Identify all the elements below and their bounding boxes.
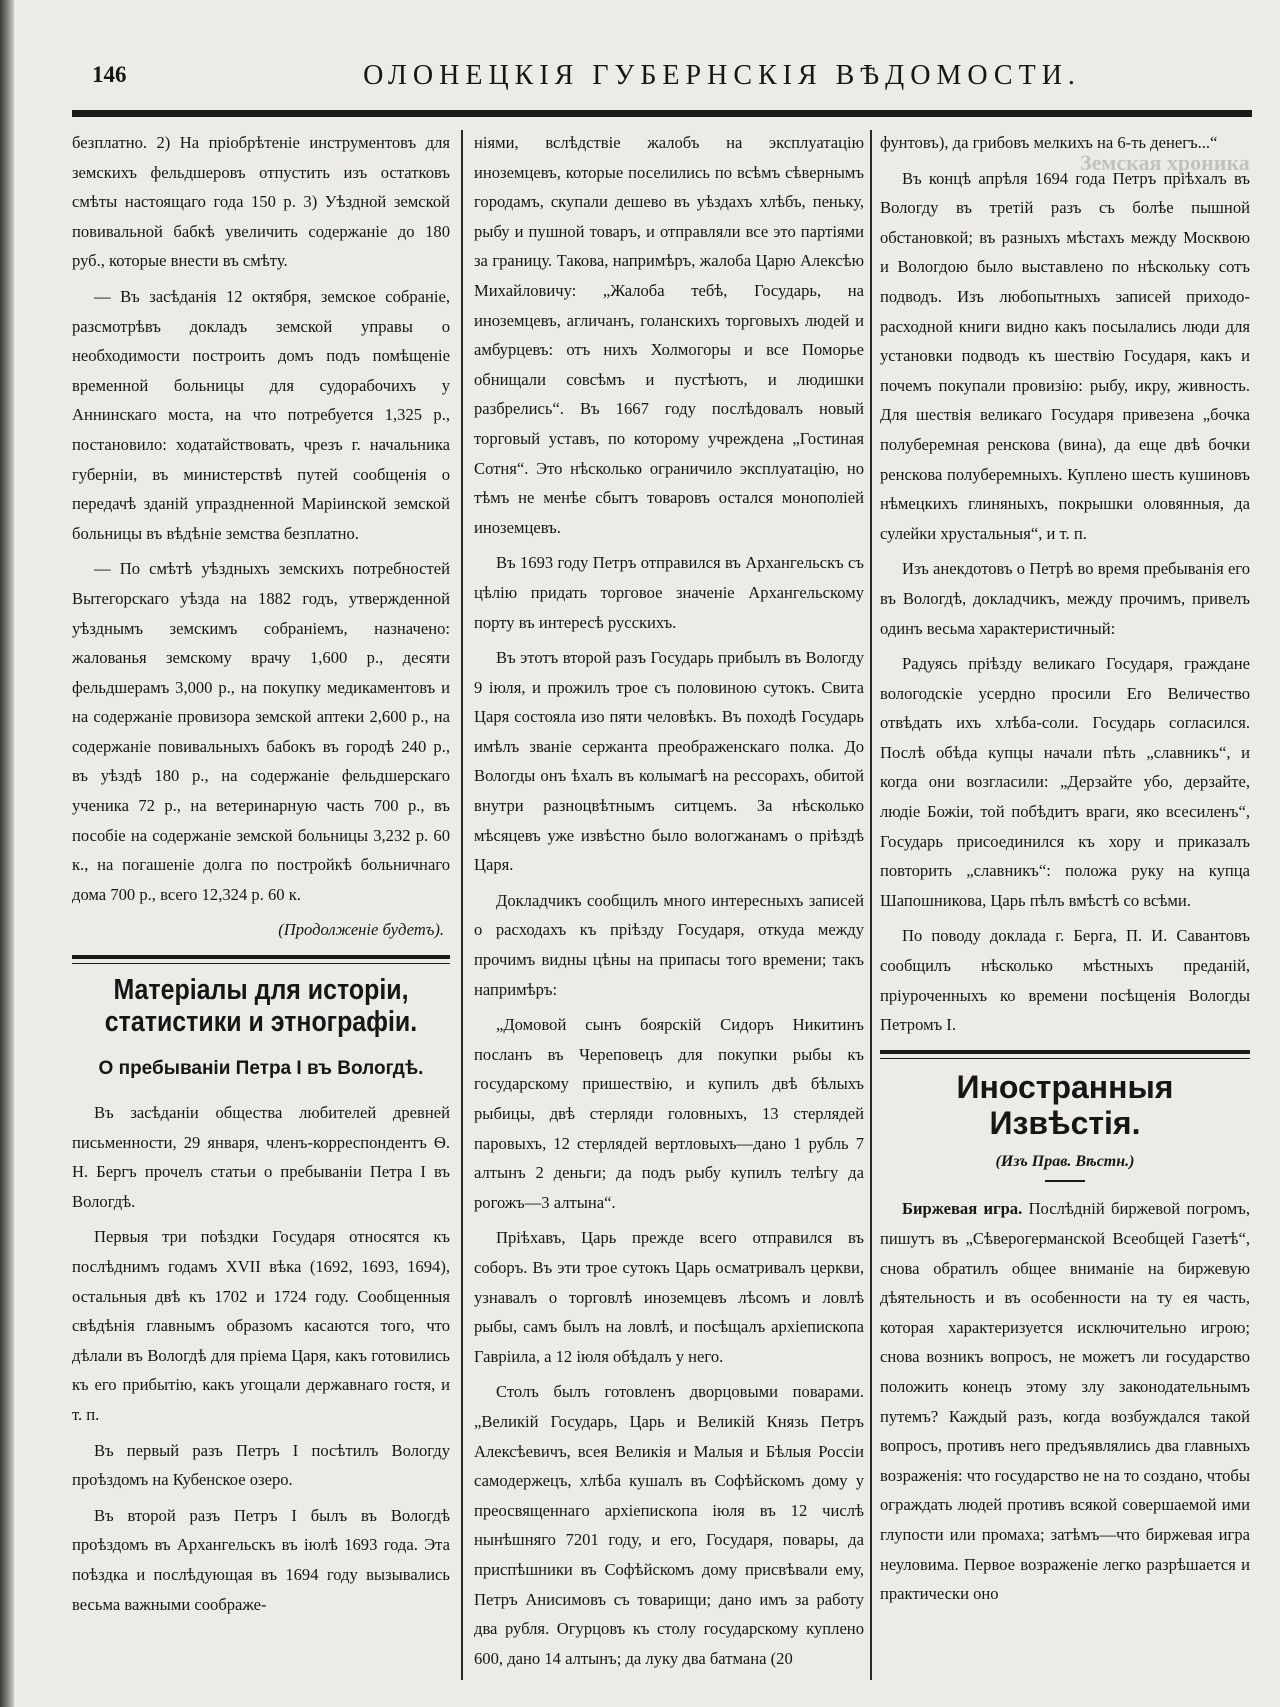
paragraph: Первыя три поѣздки Государя относятся къ послѣднимъ годамъ XVII вѣка (1692, 1693, 1694), остальныя двѣ къ 1702 и 1724 году. Сообщенныя свѣдѣнія главнымъ образомъ касаются того, что дѣлали въ Вологдѣ для пріема Царя, какъ готовились къ его прибытію, какъ угощали державнаго гостя, и т. п. [72,1227,450,1424]
page-header [92,58,1252,98]
column-divider-2 [870,130,872,1680]
page-number: 146 [92,62,127,87]
column-2 [474,128,864,1688]
section-rule [880,1050,1250,1054]
paragraph: Въ этотъ второй разъ Государь прибылъ въ Вологду 9 іюля, и прожилъ трое съ половиною сутокъ. Свита Царя состояла изо пяти человѣкъ. Въ походѣ Государь имѣлъ званіе сержанта преображенскаго полка. До Вологды онъ ѣхалъ въ колымагѣ на рессорахъ, обитой внутри разноцвѣтнымъ ситцемъ. За нѣсколько мѣсяцевъ уже извѣстно было вологжанамъ о пріѣздѣ Царя. [474,648,864,875]
paragraph: Въ 1693 году Петръ отправился въ Архангельскъ съ цѣлію придать торговое значеніе Архангельскому порту въ интересѣ русскихъ. [474,553,864,632]
paragraph: Изъ анекдотовъ о Петрѣ во время пребыванія его въ Вологдѣ, докладчикъ, между прочимъ, привелъ одинъ весьма характеристичный: [880,559,1250,638]
paragraph: фунтовъ), да грибовъ мелкихъ на 6-ть денегъ...“ [880,133,1218,152]
newspaper-masthead: ОЛОНЕЦКІЯ ГУБЕРНСКІЯ ВѢДОМОСТИ. [363,60,1081,91]
paragraph: Въ концѣ апрѣля 1694 года Петръ пріѣхалъ въ Вологду въ третій разъ съ болѣе пышной обстановкой; въ разныхъ мѣстахъ между Москвою и Вологдою было выставлено по нѣскольку сотъ подводъ. Изъ любопытныхъ записей приходо-расходной книги видно какъ посылались люди для установки подводъ къ шествію Государя, какъ и почемъ покупали провизію: рыбу, икру, живность. Для шествія великаго Государя привезена „бочка полуберемная ренскова (вина), да еще двѣ бочки ренскова полуберемныхъ. Куплено шесть кушиновъ нѣмецкихъ глиняныхъ, покрышки оловянныя, да сулейки хрустальныя“, и т. п. [880,168,1250,543]
section-title: Матеріалы для исторіи, статистики и этнографіи. [104,974,418,1039]
column-divider-1 [461,130,463,1680]
section-rule-thin [880,1058,1250,1059]
section-rule [72,955,450,959]
paragraph: Столъ былъ готовленъ дворцовыми поварами. „Великій Государь, Царь и Великій Князь Петръ Алексѣевичъ, всея Великія и Малыя и Бѣлыя Россіи самодержецъ, хлѣба кушалъ въ Софѣйскомъ дому у преосвященнаго архіепископа іюля въ 12 числѣ нынѣшняго 7201 году, и его, Государя, повары, да приспѣшники въ Софѣйскомъ дому присвѣвали ему, Петръ Анисимовъ съ товарищи; дано имъ за работу два рубля. Огурцовъ къ столу государскому куплено 600, дано 14 алтынъ; да луку два батмана (20 [474,1382,864,1668]
quoted-record: „Домовой сынъ боярскій Сидоръ Никитинъ посланъ въ Череповецъ для покупки рыбы къ государскому пришествію, и купилъ двѣ бѣлыхъ рыбицы, двѣ стерляди головныхъ, 13 стерлядей паровыхъ, 12 стерлядей вертловыхъ—дано 1 рубль 7 алтынъ 2 деньги; да подъ рыбу купилъ телѣгу да рогожъ—3 алтына“. [474,1015,864,1212]
paragraph: — По смѣтѣ уѣздныхъ земскихъ потребностей Вытегорскаго уѣзда на 1882 годъ, утвержденной уѣзднымъ земскимъ собраніемъ, назначено: жалованья земскому врачу 1,600 р., десяти фельдшерамъ 3,000 р., на покупку медикаментовъ и на содержаніе провизора земской аптеки 2,600 р., на содержаніе повивальныхъ бабокъ въ городѣ 240 р., въ уѣздѣ 180 р., на содержаніе фельдшерскаго ученика 72 р., на ветеринарную часть 700 р., въ пособіе на содержаніе земской больницы 3,232 р. 60 к., на погашеніе долга по постройкѣ больничнаго дома 700 р., всего 12,324 р. 60 к. [72,559,450,904]
run-in-heading: Биржевая игра. [902,1199,1023,1219]
paragraph: Въ второй разъ Петръ I былъ въ Вологдѣ проѣздомъ въ Архангельскъ въ іюлѣ 1693 года. Эта поѣздка и послѣдующая въ 1694 году вызывались весьма важными соображе- [72,1505,450,1614]
column-3 [880,128,1250,1688]
short-rule [1045,1180,1085,1182]
paragraph: Въ засѣданіи общества любителей древней письменности, 29 января, членъ-корреспондентъ Ѳ. Н. Бергъ прочелъ статьи о пребываніи Петра I въ Вологдѣ. [72,1103,450,1211]
continuation-note: (Продолженіе будетъ). [278,920,444,940]
paragraph: — Въ засѣданія 12 октября, земское собраніе, разсмотрѣвъ докладъ земской управы о необходимости построить домъ подъ помѣщеніе временной больницы для судорабочихъ у Аннинскаго моста, на что потребуется 1,325 р., постановило: ходатайствовать, чрезъ г. начальника губерніи, въ министерствѣ путей сообщенія о передачѣ зданій упраздненной Маріинской земской больницы въ вѣдѣніе земства безплатно. [72,286,450,543]
paragraph: По поводу доклада г. Берга, П. И. Савантовъ сообщилъ нѣсколько мѣстныхъ преданій, пріуроченныхъ ко времени посѣщенія Вологды Петромъ I. [880,926,1250,1035]
column-1 [72,128,450,1688]
bleed-through-text: Земская хроника [1080,150,1250,175]
paragraph: Въ первый разъ Петръ I посѣтилъ Вологду проѣздомъ на Кубенское озеро. [72,1440,450,1490]
section-rule-thin [72,963,450,964]
paragraph: Пріѣхавъ, Царь прежде всего отправился въ соборъ. Въ эти трое сутокъ Царь осматривалъ церкви, узнавалъ о торговлѣ иноземцевъ лѣсомъ и ловлѣ рыбы, самъ былъ на ловлѣ, и посѣщалъ архіепископа Гавріила, а 12 іюля обѣдалъ у него. [474,1228,864,1366]
foreign-news-title: Иностранныя Извѣстія. [956,1068,1174,1141]
book-spine-shadow [0,0,14,1707]
paragraph: Радуясь пріѣзду великаго Государя, граждане вологодскіе усердно просили Его Величество отвѣдать ихъ хлѣба-соли. Государь согласился. Послѣ обѣда купцы начали пѣть „славникъ“, и когда они возгласили: „Дерзайте убо, дерзайте, людіе Божіи, той побѣдитъ враги, яко всесиленъ“, Государь присоединился къ хору и приказалъ повторить „славникъ“: положа руку на купца Шапошникова, Царь пѣлъ вмѣстѣ со всѣми. [880,654,1250,910]
source-note: (Изъ Прав. Вѣстн.) [995,1152,1135,1170]
paragraph-text: Послѣдній биржевой погромъ, пишутъ въ „Сѣверогерманской Всеобщей Газетѣ“, снова обратилъ общее вниманіе на биржевую дѣятельность и въ особенности на ту ея часть, которая характеризуется исключительно игрою; снова возникъ вопросъ, не можетъ ли государство положить конецъ этому злу законодательнымъ путемъ? Каждый разъ, когда возбуждался такой вопросъ, противъ него предъявлялись два главныхъ возраженія: что государство не на то создано, чтобы ограждать людей противъ всякой совершаемой ими глупости или промаха; затѣмъ—что биржевая игра неуловима. Первое возраженіе легко разрѣшается и практически оно [880,1199,1250,1604]
header-rule [72,110,1252,117]
paragraph: Докладчикъ сообщилъ много интересныхъ записей о расходахъ къ пріѣзду Государя, откуда между прочимъ видны цѣны на припасы того времени; такъ напримѣръ: [474,890,864,999]
paragraph: ніями, вслѣдствіе жалобъ на эксплуатацію иноземцевъ, которые поселились по всѣмъ сѣвернымъ городамъ, скупали дешево въ уѣздахъ хлѣбъ, пеньку, рыбу и пушной товаръ, и отправляли все это партіями за границу. Такова, напримѣръ, жалоба Царю Алексѣю Михайловичу: „Жалоба тебѣ, Государь, на иноземцевъ, агличанъ, голанскихъ торговыхъ людей и амбурцевъ: отъ нихъ Холмогоры и все Поморье обнищали совсѣмъ и пустѣютъ, и людишки разбрелись“. Въ 1667 году послѣдовалъ новый торговый уставъ, по которому учреждена „Гостиная Сотня“. Это нѣсколько ограничило эксплуатацію, но тѣмъ не менѣе сбытъ товаровъ остался монополіей иноземцевъ. [474,133,864,537]
paragraph: безплатно. 2) На пріобрѣтеніе инструментовъ для земскихъ фельдшеровъ отпустить изъ остатковъ смѣты настоящаго года 150 р. 3) Уѣздной земской повивальной бабкѣ увеличить содержаніе до 180 руб., которые внести въ смѣту. [72,133,450,271]
article-title: О пребываніи Петра I въ Вологдѣ. [98,1058,424,1080]
paragraph [880,1194,1250,1608]
